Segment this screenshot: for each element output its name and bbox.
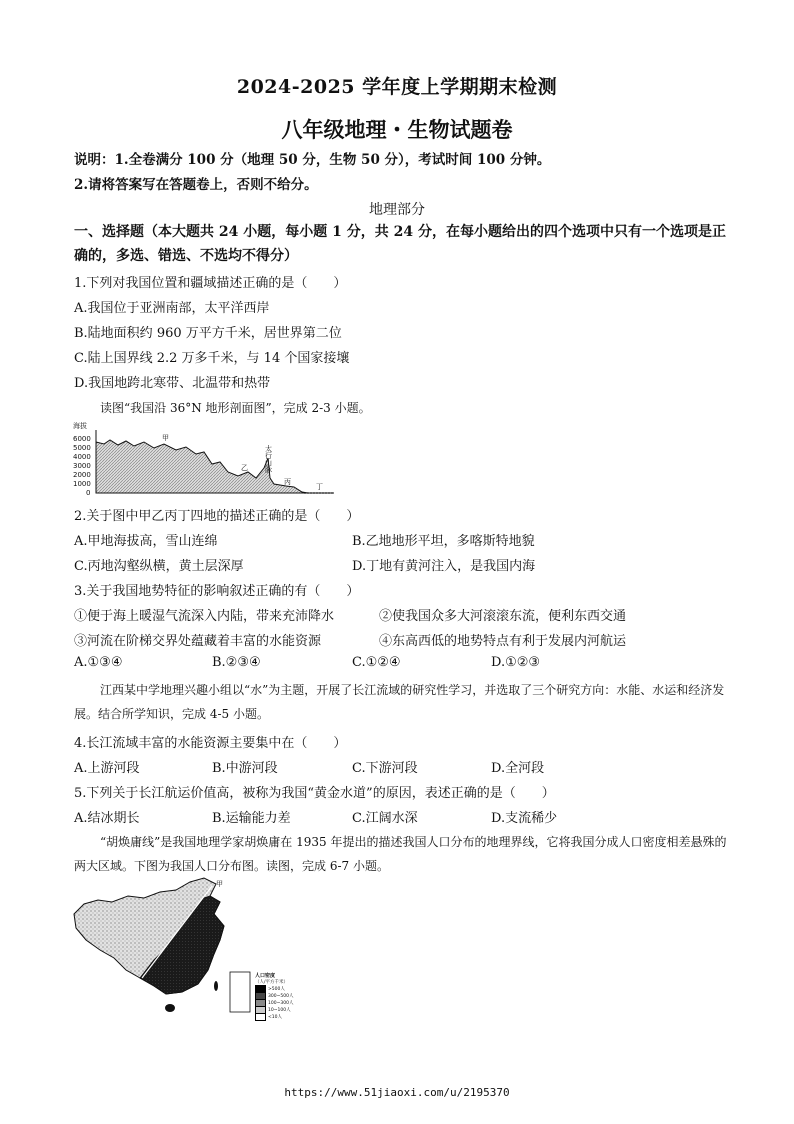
legend-unit: （人/平方千米） <box>255 980 289 985</box>
q5-stem: 5.下列关于长江航运价值高，被称为我国“黄金水道”的原因，表述正确的是（ ） <box>74 786 555 801</box>
q4-option-b: B.中游河段 <box>212 761 278 776</box>
q3-option-a: A.①③④ <box>74 655 123 670</box>
profile-label-bing: 丙 <box>284 478 291 486</box>
part-heading: 一、选择题（本大题共 24 小题，每小题 1 分，共 24 分，在每小题给出的四个选项中只有一个选项是正确的，多选、错选、不选均不得分） <box>74 224 726 264</box>
q5-option-b: B.运输能力差 <box>212 811 291 826</box>
q2-option-d: D.丁地有黄河注入，是我国内海 <box>352 559 536 574</box>
terrain-profile-figure <box>72 420 342 500</box>
q5-option-c: C.江阔水深 <box>352 811 418 826</box>
profile-ticks <box>73 435 91 497</box>
profile-tick-3000: 3000 <box>73 462 91 470</box>
intro-q4-5: 江西某中学地理兴趣小组以“水”为主题，开展了长江流域的研究性学习，并选取了三个研究方向：水能、水运和经济发展。结合所学知识，完成 4-5 小题。 <box>74 683 725 721</box>
map-legend <box>255 972 319 1020</box>
instruction-line-1: 说明：1.全卷满分 100 分（地理 50 分，生物 50 分），考试时间 100 分钟。 <box>74 152 551 168</box>
q3-statement-2: ②使我国众多大河滚滚东流，便利东西交通 <box>379 609 627 624</box>
profile-label-mountain: 太行山脉 <box>265 445 272 474</box>
hainan-island <box>165 1004 175 1012</box>
q3-option-c: C.①②④ <box>352 655 401 670</box>
profile-tick-6000: 6000 <box>73 435 91 443</box>
q5-option-a: A.结冰期长 <box>74 811 140 826</box>
section-title: 地理部分 <box>369 202 425 218</box>
profile-ylabel: 海拔 <box>73 422 87 430</box>
q1-option-d: D.我国地跨北寒带、北温带和热带 <box>74 376 271 391</box>
q4-option-a: A.上游河段 <box>74 761 140 776</box>
legend-title: 人口密度 <box>255 973 276 979</box>
q1-option-a: A.我国位于亚洲南部，太平洋西岸 <box>74 301 270 316</box>
q1-option-b: B.陆地面积约 960 万平方千米，居世界第二位 <box>74 326 342 341</box>
exam-title: 2024-2025 学年度上学期期末检测 <box>236 76 558 98</box>
exam-subtitle: 八年级地理・生物试题卷 <box>281 117 513 142</box>
profile-tick-4000: 4000 <box>73 453 91 461</box>
q3-stem: 3.关于我国地势特征的影响叙述正确的有（ ） <box>74 584 360 599</box>
profile-label-yi: 乙 <box>241 464 248 472</box>
q4-stem: 4.长江流域丰富的水能资源主要集中在（ ） <box>74 736 347 751</box>
q3-statement-4: ④东高西低的地势特点有利于发展内河航运 <box>379 634 627 649</box>
q2-option-a: A.甲地海拔高，雪山连绵 <box>74 534 218 549</box>
legend-swatch <box>255 1013 266 1021</box>
profile-label-jia: 甲 <box>162 434 169 442</box>
q3-statement-3: ③河流在阶梯交界处蕴藏着丰富的水能资源 <box>74 634 322 649</box>
legend-label: >500人 <box>268 986 285 992</box>
instruction-line-2: 2.请将答案写在答题卷上，否则不给分。 <box>74 177 318 193</box>
q3-option-b: B.②③④ <box>212 655 261 670</box>
terrain-profile-shape <box>96 440 308 493</box>
south-china-sea-inset <box>230 972 250 1012</box>
map-label-jia: 甲 <box>216 880 223 888</box>
taiwan-island <box>214 981 218 991</box>
profile-tick-0: 0 <box>86 489 91 497</box>
intro-q6-7: “胡焕庸线”是我国地理学家胡焕庸在 1935 年提出的描述我国人口分布的地理界线，它将我国分成人口密度相差悬殊的两大区域。下图为我国人口分布图。读图，完成 6-7 小题。 <box>74 835 727 873</box>
q5-option-d: D.支流稀少 <box>491 811 558 826</box>
legend-label: 10~100人 <box>268 1007 291 1013</box>
q2-option-c: C.丙地沟壑纵横，黄土层深厚 <box>74 559 244 574</box>
q3-option-d: D.①②③ <box>491 655 541 670</box>
q3-statement-1: ①便于海上暖湿气流深入内陆，带来充沛降水 <box>74 609 335 624</box>
q2-option-b: B.乙地地形平坦，多喀斯特地貌 <box>352 534 535 549</box>
q4-option-c: C.下游河段 <box>352 761 418 776</box>
profile-tick-5000: 5000 <box>73 444 91 452</box>
q1-option-c: C.陆上国界线 2.2 万多千米，与 14 个国家接壤 <box>74 351 350 366</box>
footer-url[interactable]: https://www.51jiaoxi.com/u/2195370 <box>284 1086 510 1099</box>
intro-q2-3: 读图“我国沿 36°N 地形剖面图”，完成 2-3 小题。 <box>100 401 371 415</box>
q2-stem: 2.关于图中甲乙丙丁四地的描述正确的是（ ） <box>74 509 360 524</box>
profile-tick-1000: 1000 <box>73 480 91 488</box>
q4-option-d: D.全河段 <box>491 761 545 776</box>
profile-label-ding: 丁 <box>316 483 323 491</box>
q1-stem: 1.下列对我国位置和疆域描述正确的是（ ） <box>74 276 347 291</box>
legend-label: <10人 <box>268 1014 282 1020</box>
legend-item <box>255 1013 319 1020</box>
legend-label: 300~500人 <box>268 993 294 999</box>
legend-label: 100~300人 <box>268 1000 294 1006</box>
profile-tick-2000: 2000 <box>73 471 91 479</box>
